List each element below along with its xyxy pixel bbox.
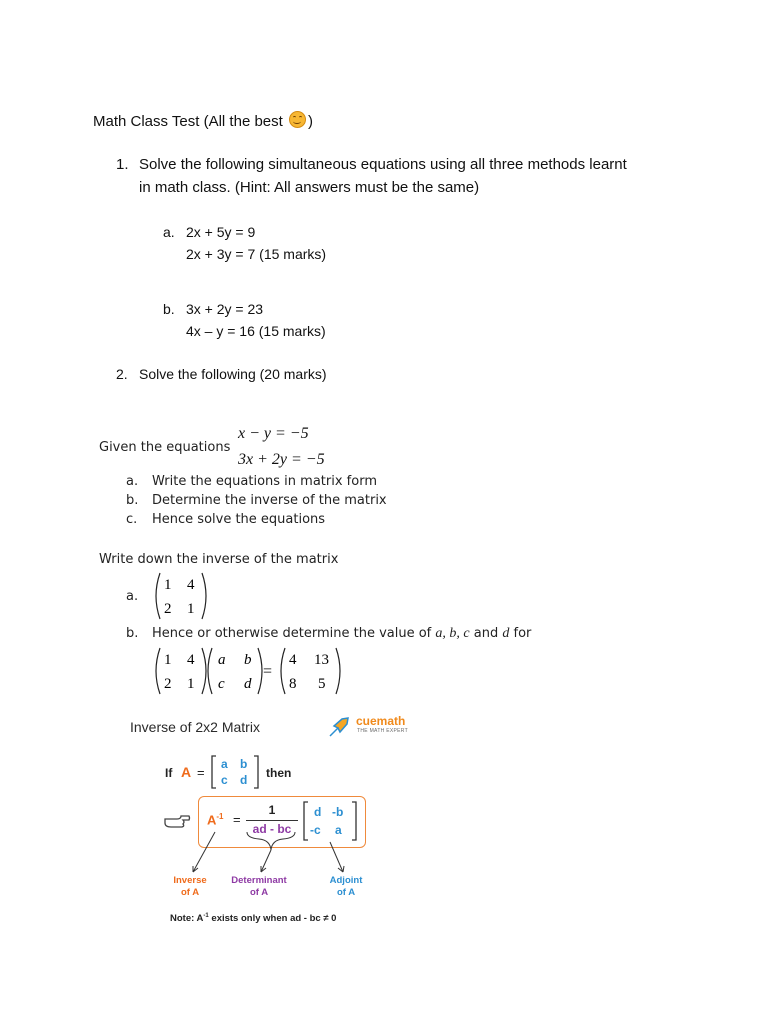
- q2-number: 2.: [116, 366, 128, 382]
- hand-pointer-icon: [163, 810, 191, 830]
- q1-line1: Solve the following simultaneous equations using all three methods learnt: [139, 156, 627, 173]
- q2-text: Solve the following (20 marks): [139, 366, 327, 382]
- label-determinant: [220, 875, 298, 899]
- formula-eq: =: [233, 812, 241, 827]
- matrix-a-21: 2: [164, 601, 172, 617]
- adj-11: d: [314, 805, 322, 819]
- matrix-equation: [150, 645, 346, 697]
- fraction-bar: [246, 820, 298, 821]
- label-adjoint: [316, 875, 376, 899]
- label-inverse-1: Inverse: [173, 875, 207, 886]
- brand-tag: THE MATH EXPERT: [357, 728, 408, 734]
- formula-one: 1: [268, 803, 276, 817]
- title-text: Math Class Test (All the best: [93, 113, 283, 130]
- formula-denom: ad - bc: [252, 822, 292, 836]
- m1-12: 4: [187, 652, 195, 668]
- adj-22: a: [335, 823, 342, 837]
- ainv-a: A: [207, 812, 217, 828]
- equals-sign: =: [263, 663, 273, 680]
- m1-22: 1: [187, 676, 195, 692]
- q1b-eq2: 4x – y = 16 (15 marks): [186, 323, 326, 339]
- ainv-sup: -1: [216, 812, 224, 821]
- infographic-title: Inverse of 2x2 Matrix: [130, 719, 260, 735]
- given-eq2: 3x + 2y = −5: [238, 451, 325, 468]
- given-eq1: x − y = −5: [238, 425, 309, 442]
- a-label: A: [181, 764, 192, 780]
- matrix-a-22: 1: [187, 601, 195, 617]
- m3-11: 4: [289, 652, 297, 668]
- eq-label: =: [197, 765, 205, 780]
- smiley-emoji-icon: [289, 111, 306, 128]
- given-prefix: Given the equations: [99, 440, 231, 455]
- matA-b: b: [240, 757, 248, 771]
- matA-d: d: [240, 773, 248, 787]
- m1-21: 2: [164, 676, 172, 692]
- q1b-eq1: 3x + 2y = 23: [186, 301, 264, 317]
- inverse-b-line: [152, 626, 531, 642]
- given-item-a: Write the equations in matrix form: [152, 474, 377, 489]
- if-label: If: [165, 766, 173, 780]
- matrix-a-11: 1: [164, 577, 172, 593]
- given-item-b: Determine the inverse of the matrix: [152, 493, 387, 508]
- m2-22: d: [244, 676, 252, 692]
- label-adj-1: Adjoint: [329, 875, 363, 886]
- then-label: then: [266, 766, 292, 780]
- page-title: [93, 111, 313, 130]
- adj-21: -c: [310, 823, 321, 837]
- q1-line2: in math class. (Hint: All answers must be the same): [139, 179, 480, 196]
- arrows: [185, 830, 365, 880]
- matrix-a-12: 4: [187, 577, 195, 593]
- m2-12: b: [244, 652, 252, 668]
- matA-a: a: [221, 757, 228, 771]
- q1a-eq1: 2x + 5y = 9: [186, 224, 256, 240]
- m1-11: 1: [164, 652, 172, 668]
- label-det-1: Determinant: [231, 875, 287, 886]
- q1a-eq2: 2x + 3y = 7 (15 marks): [186, 246, 327, 262]
- ainv-label: [207, 812, 224, 827]
- label-adj-2: of A: [336, 887, 356, 898]
- brand-name: cuemath: [356, 714, 406, 728]
- note-sup: -1: [203, 913, 209, 919]
- note-prefix: Note: A: [170, 913, 204, 925]
- inverse-b-text: Hence or otherwise determine the value of: [152, 626, 432, 641]
- matrix-A-def: [210, 754, 260, 790]
- inverse-b-for: for: [513, 626, 532, 641]
- q1-number: 1.: [116, 156, 129, 173]
- label-det-2: of A: [249, 887, 269, 898]
- rocket-icon: [328, 716, 350, 738]
- given-item-c: Hence solve the equations: [152, 512, 326, 527]
- label-inverse: [160, 875, 220, 899]
- inverse-heading: Write down the inverse of the matrix: [99, 552, 339, 567]
- m3-22: 5: [318, 676, 326, 692]
- m3-12: 13: [314, 652, 329, 668]
- matrix-a: [150, 570, 212, 622]
- given-item-b-label: b.: [126, 493, 139, 508]
- m2-21: c: [218, 676, 225, 692]
- title-close: ): [307, 113, 313, 130]
- q1b-label: b.: [163, 301, 175, 317]
- inverse-b-d: d: [502, 626, 510, 641]
- label-inverse-2: of A: [180, 887, 200, 898]
- note-suffix: exists only when ad - bc ≠ 0: [211, 913, 337, 925]
- note: [170, 913, 336, 924]
- q1a-label: a.: [163, 224, 175, 240]
- m2-11: a: [218, 652, 226, 668]
- inverse-b-vars: a, b, c: [435, 626, 470, 641]
- given-item-a-label: a.: [126, 474, 139, 489]
- given-item-c-label: c.: [126, 512, 138, 527]
- adj-12: -b: [332, 805, 344, 819]
- m3-21: 8: [289, 676, 297, 692]
- matA-c: c: [221, 773, 228, 787]
- inverse-a-label: a.: [126, 589, 139, 604]
- inverse-b-and: and: [473, 626, 499, 641]
- inverse-b-label: b.: [126, 626, 139, 641]
